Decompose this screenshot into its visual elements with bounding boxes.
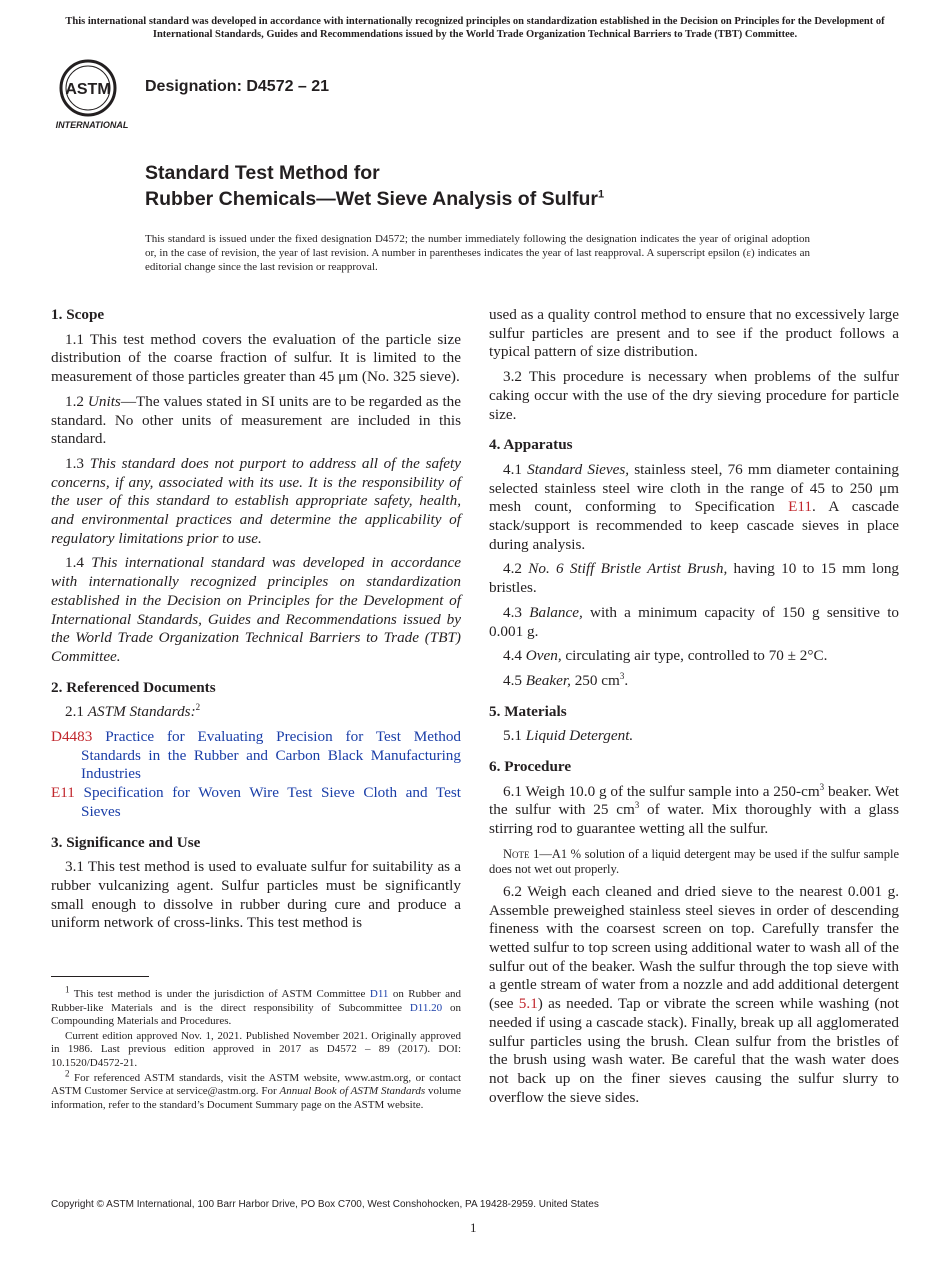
section-significance-heading: 3. Significance and Use bbox=[51, 833, 201, 851]
link-e11[interactable]: E11 bbox=[788, 498, 813, 516]
para-3-1-part2: used as a quality control method to ensure that no excessively large sulfur particles are present and to see if the product follows a typical pattern of size distribution. bbox=[489, 306, 899, 361]
title-footnote-ref[interactable]: 1 bbox=[597, 188, 605, 201]
footnote-1-edition: Current edition approved Nov. 1, 2021. Published November 2021. Originally approved in 1986. Last previous edition approved in 2017 as D4572 – 89 (2017). DOI: 10.1520/D4572-21. bbox=[51, 1029, 461, 1069]
para-4-5: 4.5 Beaker, 250 $cm^3$. bbox=[503, 670, 629, 689]
section-materials-heading: 5. Materials bbox=[489, 702, 567, 720]
para-4-4: 4.4 Oven, circulating air type, controlled to 70 ± 2°C. bbox=[503, 647, 828, 665]
para-1-1: 1.1 This test method covers the evaluation of the particle size distribution of the coarse fraction of sulfur. It is limited to the measurement of those particles greater than 45 μm (No. 325 sieve). bbox=[51, 330, 461, 386]
section-procedure-heading: 6. Procedure bbox=[489, 758, 572, 776]
note-1: Note 1—A1 % solution of a liquid detergent may be used if the sulfur sample does not wet out properly. bbox=[489, 846, 899, 876]
tbt-banner: This international standard was developed in accordance with internationally recognized principles on standardization established in the Decision on Principles for the Development of International Standards, Guides and Recommendations issued by the World Trade Organization Technical Barriers to Trade (TBT) Committee. bbox=[65, 16, 885, 40]
para-1-2: 1.2 Units—The values stated in SI units are to be regarded as the standard. No other units of measurement are included in this standard. bbox=[51, 392, 462, 448]
para-6-2: 6.2 Weigh each cleaned and dried sieve to the nearest 0.001 g. Assemble preweighed stainless steel sieves in order of descending fineness with the coarsest screen on top. Carefully transfer the wetted sulfur to top screen using additional water to wash all of the sulfur out of the beaker. Wash the sulfur through the top sieve with a gentle stream of water from a nozzle and add additional detergent (see 5.1) as needed. Tap or vibrate the screen while washing (not needed if using a cascade stack). Finally, break up all agglomerated sulfur particles using the brush. Clean sulfur from the bristles of the brush using wash water. Be careful that the wash water does not back up on the finer sieves causing the sulfur slurry to overflow the sieve sides. bbox=[489, 882, 899, 1106]
section-referenced-docs-heading: 2. Referenced Documents bbox=[51, 678, 216, 696]
designation: Designation: D4572 – 21 bbox=[145, 78, 330, 95]
page-number: 1 bbox=[470, 1220, 477, 1235]
title-line-1: Standard Test Method for bbox=[145, 162, 380, 184]
title-line-2: Rubber Chemicals—Wet Sieve Analysis of Sulfur$^1$ bbox=[145, 188, 605, 210]
page-title bbox=[145, 160, 604, 212]
para-1-3: 1.3 This standard does not purport to address all of the safety concerns, if any, associated with its use. It is the responsibility of the user of this standard to establish appropriate safety, health, and environmental practices and determine the applicability of regulatory limitations prior to use. bbox=[51, 454, 461, 547]
logo-text: ASTM bbox=[65, 81, 111, 98]
para-6-1: 6.1 Weigh 10.0 g of the sulfur sample into a $250-cm^3$ beaker. Wet the sulfur with 25 $cm^3$ of water. Mix thoroughly with a glass stirring rod to guarantee wetting all the sulfur. bbox=[489, 781, 899, 838]
astm-logo bbox=[52, 58, 136, 132]
footnote-1: $^1$ This test method is under the jurisdiction of ASTM Committee D11 on Rubber and Rubber-like Materials and is the direct responsibility of Subcommittee D11.20 on Compounding Materials and Procedures. bbox=[51, 984, 462, 1028]
para-4-1: 4.1 Standard Sieves, stainless steel, 76 mm diameter containing selected stainless steel wire cloth in the range of 45 to 250 μm mesh count, conforming to Specification E11. A cascade stack/support is recommended to keep cascade sieves in place during analysis. bbox=[489, 460, 899, 553]
logo-sub: INTERNATIONAL bbox=[55, 120, 129, 130]
link-d11-20[interactable]: D11.20 bbox=[409, 1001, 443, 1014]
footnote-2: $^2$ For referenced ASTM standards, visit the ASTM website, www.astm.org, or contact ASTM Customer Service at service@astm.org. For Annual Book of ASTM Standards volume information, refer to the standard’s Document Summary page on the ASTM website. bbox=[51, 1067, 461, 1111]
ref-e11[interactable]: E11 Specification for Woven Wire Test Sieve Cloth and Test Sieves bbox=[51, 784, 462, 820]
para-1-4: 1.4 This international standard was developed in accordance with internationally recognized principles on standardization established in the Decision on Principles for the Development of International Standards, Guides and Recommendations issued by the World Trade Organization Technical Barriers to Trade (TBT) Committee. bbox=[51, 554, 462, 665]
para-3-2: 3.2 This procedure is necessary when problems of the sulfur caking occur with the use of the dry sieving procedure for particle size. bbox=[489, 368, 899, 423]
section-scope-heading: 1. Scope bbox=[51, 306, 105, 323]
issuance-note: This standard is issued under the fixed designation D4572; the number immediately following the designation indicates the year of original adoption or, in the case of revision, the year of last revision. A number in parentheses indicates the year of last reapproval. A superscript epsilon (ε) indicates an editorial change since the last revision or reapproval. bbox=[145, 233, 810, 273]
footnote-divider bbox=[51, 976, 149, 977]
left-column bbox=[51, 306, 461, 939]
link-5-1[interactable]: 5.1 bbox=[518, 995, 538, 1013]
para-4-2: 4.2 No. 6 Stiff Bristle Artist Brush, having 10 to 15 mm long bristles. bbox=[489, 560, 900, 597]
link-d11[interactable]: D11 bbox=[369, 988, 389, 1000]
para-2-1: 2.1 ASTM Standards:$^2$ bbox=[65, 702, 201, 721]
para-3-1-part1: 3.1 This test method is used to evaluate sulfur for suitability as a rubber vulcanizing agent. Sulfur particles must be significantly small enough to dissolve in rubber during cure and produce a uniform network of cross-links. This test method is bbox=[51, 858, 461, 932]
para-4-3: 4.3 Balance, with a minimum capacity of 150 g sensitive to 0.001 g. bbox=[489, 603, 900, 640]
copyright-notice: Copyright © ASTM International, 100 Barr Harbor Drive, PO Box C700, West Conshohocken, PA 19428-2959. United States bbox=[51, 1199, 599, 1210]
ref-d4483[interactable]: D4483 Practice for Evaluating Precision for Test Method Standards in the Rubber and Carbon Black Manufacturing Industries bbox=[51, 728, 462, 783]
section-apparatus-heading: 4. Apparatus bbox=[489, 436, 573, 454]
para-5-1: 5.1 Liquid Detergent. bbox=[503, 727, 634, 745]
footnotes bbox=[51, 984, 462, 1113]
right-column bbox=[489, 306, 899, 1113]
